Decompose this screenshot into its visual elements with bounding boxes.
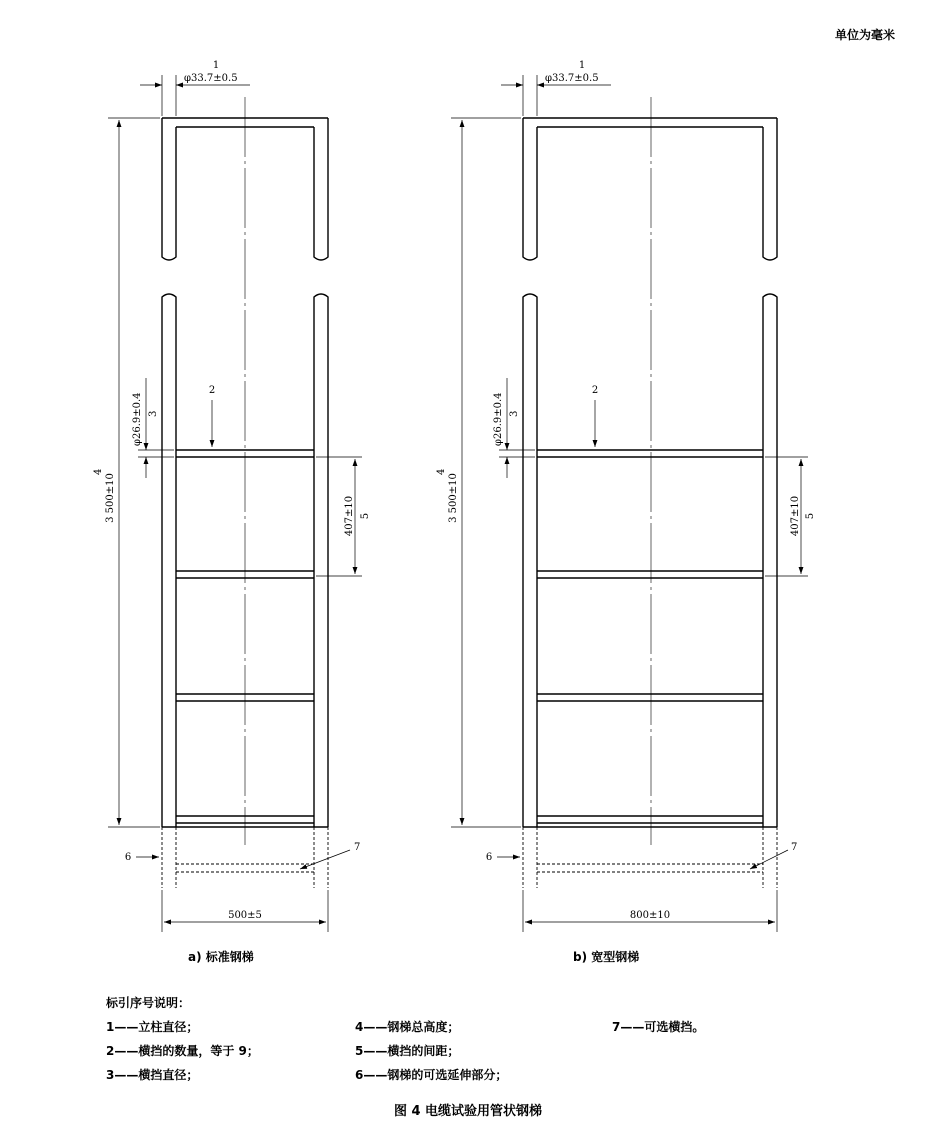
height-label: 3 500±10 (448, 473, 459, 523)
rungs (523, 450, 777, 827)
rung-spacing-dimension (316, 457, 362, 576)
right-upright (763, 118, 777, 827)
left-upright (523, 118, 537, 827)
upright-diameter-label: φ33.7±0.5 (545, 73, 599, 84)
rung-spacing-label: 407±10 (344, 495, 355, 537)
callout-1-label: 1 (578, 60, 586, 71)
callout-2-label: 2 (591, 385, 599, 396)
width-label: 500±5 (228, 910, 262, 921)
top-rung (523, 118, 777, 127)
panel-a-caption: a) 标准钢梯 (188, 950, 254, 964)
callout-6-label: 6 (124, 852, 132, 863)
callout-5-label: 5 (805, 512, 816, 520)
callout-7-label: 7 (791, 842, 798, 853)
legend-title: 标引序号说明： (106, 996, 191, 1010)
panel-b-wide-ladder (436, 60, 816, 932)
rung-spacing-label: 407±10 (790, 495, 801, 537)
callout-7-label: 7 (354, 842, 361, 853)
callout-4-label: 4 (436, 468, 447, 475)
callout-2-label: 2 (208, 385, 216, 396)
legend-item: 5——横挡的间距； (355, 1044, 460, 1058)
rung-diameter-dimension (499, 378, 535, 478)
callout-4-label: 4 (93, 468, 104, 475)
callout-6-label: 6 (485, 852, 493, 863)
right-upright (314, 118, 328, 827)
panel-a-standard-ladder (93, 60, 371, 932)
figure-caption: 图 4 电缆试验用管状钢梯 (393, 1104, 543, 1119)
unit-note: 单位为毫米 (834, 28, 895, 42)
rung-diameter-label: φ26.9±0.4 (132, 392, 143, 446)
optional-extension (523, 827, 777, 888)
callout-3-label: 3 (148, 410, 159, 417)
callout-7-leader (300, 850, 350, 869)
height-dimension (451, 118, 521, 827)
rung-spacing-dimension (765, 457, 808, 576)
legend-item: 4——钢梯总高度； (355, 1020, 460, 1034)
legend-item: 3——横挡直径； (106, 1068, 199, 1082)
left-upright (162, 118, 176, 827)
height-dimension (108, 118, 160, 827)
legend-item: 6——钢梯的可选延伸部分； (355, 1068, 508, 1082)
callout-7-leader (750, 850, 788, 869)
upright-diameter-label: φ33.7±0.5 (184, 73, 238, 84)
callout-5-label: 5 (360, 512, 371, 520)
rung-diameter-dimension (138, 378, 174, 478)
width-label: 800±10 (629, 910, 671, 921)
legend-item: 7——可选横挡。 (612, 1020, 705, 1034)
callout-1-label: 1 (212, 60, 220, 71)
panel-b-caption: b) 宽型钢梯 (573, 950, 640, 964)
callout-3-label: 3 (509, 410, 520, 417)
rung-diameter-label: φ26.9±0.4 (493, 392, 504, 446)
legend-item: 2——横挡的数量，等于 9； (106, 1044, 259, 1058)
height-label: 3 500±10 (105, 473, 116, 523)
legend-item: 1——立柱直径； (106, 1020, 199, 1034)
